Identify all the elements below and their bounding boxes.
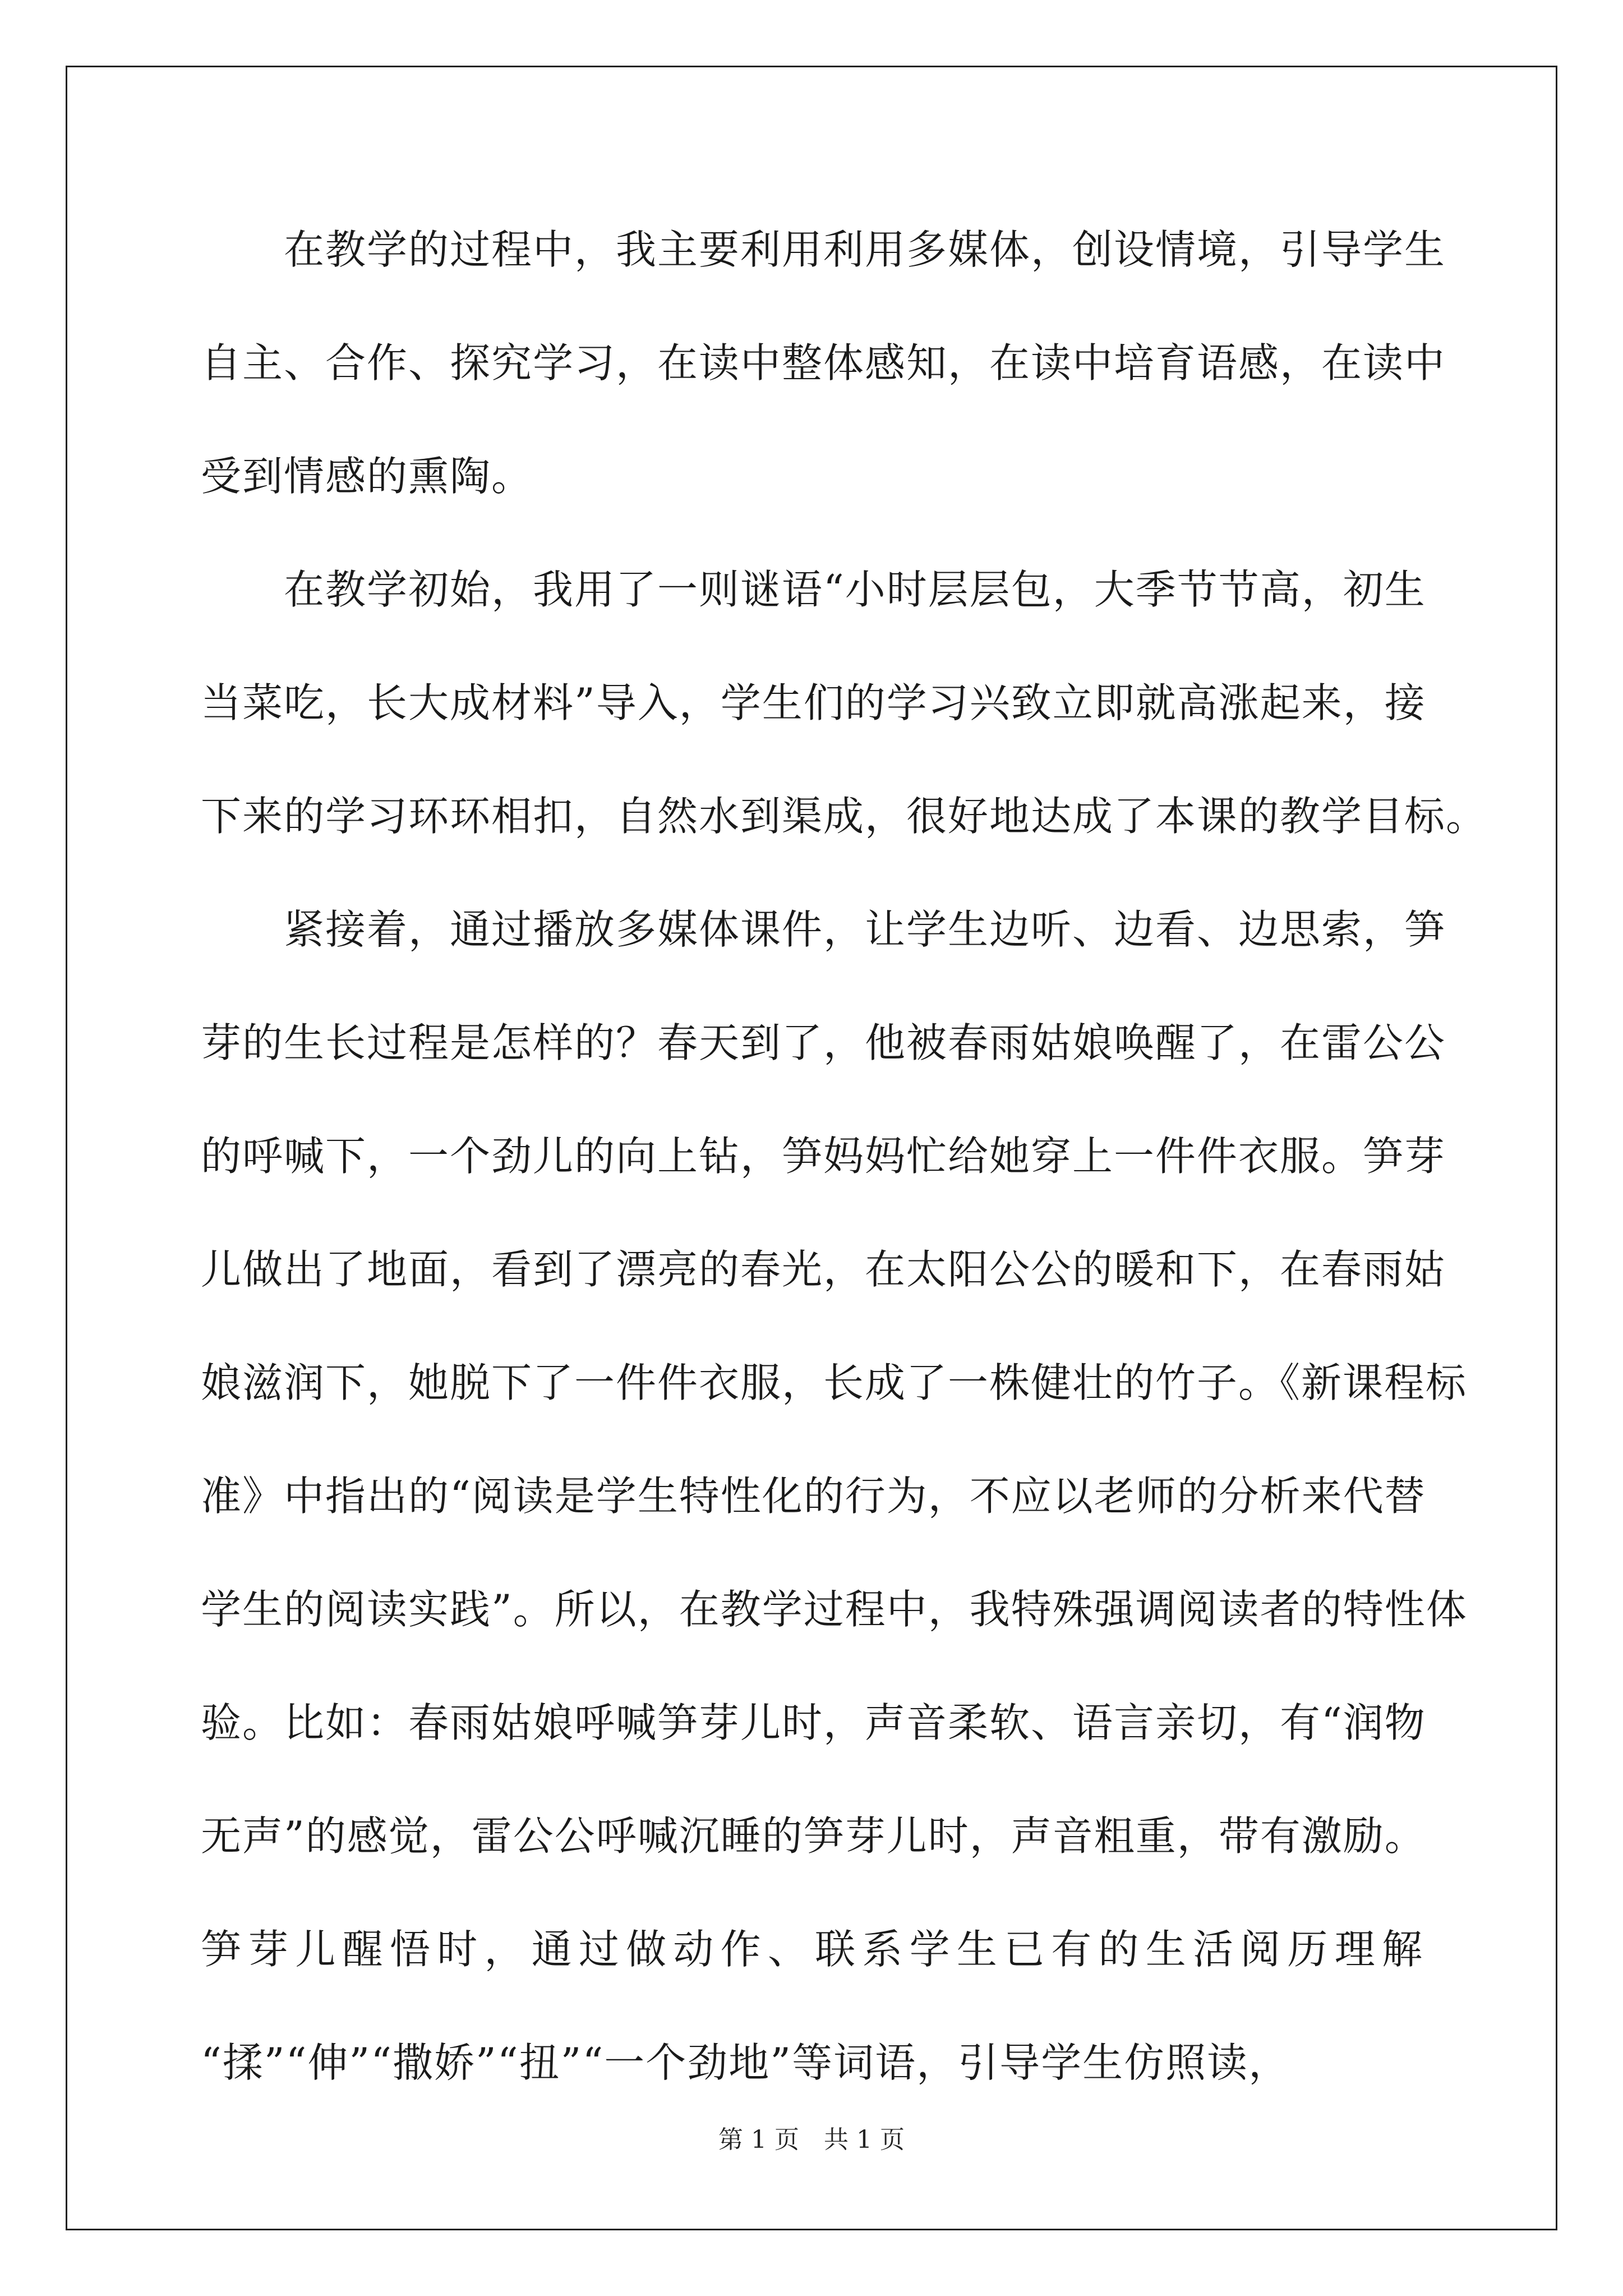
paragraph-2-line-2: 当菜吃，长大成材料”导入，学生们的学习兴致立即就高涨起来，接 (201, 679, 1426, 726)
paragraph-3-line-2: 芽的生长过程是怎样的？春天到了，他被春雨姑娘唤醒了，在雷公公 (201, 1019, 1446, 1066)
paragraph-3-line-4: 儿做出了地面，看到了漂亮的春光，在太阳公公的暖和下，在春雨姑 (201, 1246, 1446, 1293)
paragraph-3-line-8: 验。比如：春雨姑娘呼喊笋芽儿时，声音柔软、语言亲切，有“润物 (201, 1699, 1426, 1746)
paragraph-3-line-10: 笋芽儿醒悟时，通过做动作、联系学生已有的生活阅历理解 (201, 1926, 1423, 1973)
page-number-footer: 第 1 页 共 1 页 (718, 2125, 905, 2154)
paragraph-1-line-1: 在教学的过程中，我主要利用利用多媒体，创设情境，引导学生 (284, 226, 1446, 273)
document-body (201, 210, 1488, 2137)
paragraph-2-line-3: 下来的学习环环相扣，自然水到渠成，很好地达成了本课的教学目标。 (201, 793, 1488, 840)
paragraph-3-line-7: 学生的阅读实践”。所以，在教学过程中，我特殊强调阅读者的特性体 (201, 1586, 1468, 1633)
paragraph-3-line-1: 紧接着，通过播放多媒体课件，让学生边听、边看、边思索，笋 (284, 906, 1446, 953)
paragraph-3-line-3: 的呼喊下，一个劲儿的向上钻，笋妈妈忙给她穿上一件件衣服。笋芽 (201, 1133, 1446, 1180)
paragraph-3-line-5: 娘滋润下，她脱下了一件件衣服，长成了一株健壮的竹子。《新课程标 (201, 1359, 1468, 1406)
paragraph-3-line-11: “揉”“伸”“撒娇”“扭”“一个劲地”等词语，引导学生仿照读， (201, 2039, 1290, 2086)
paragraph-1-line-3: 受到情感的熏陶。 (201, 453, 533, 500)
paragraph-3-line-9: 无声”的感觉，雷公公呼喊沉睡的笋芽儿时，声音粗重，带有激励。 (201, 1812, 1426, 1860)
paragraph-3-line-6: 准》中指出的“阅读是学生特性化的行为，不应以老师的分析来代替 (201, 1473, 1426, 1520)
paragraph-1-line-2: 自主、合作、探究学习，在读中整体感知，在读中培育语感，在读中 (201, 339, 1446, 386)
paragraph-2-line-1: 在教学初始，我用了一则谜语“小时层层包，大季节节高，初生 (284, 566, 1426, 613)
